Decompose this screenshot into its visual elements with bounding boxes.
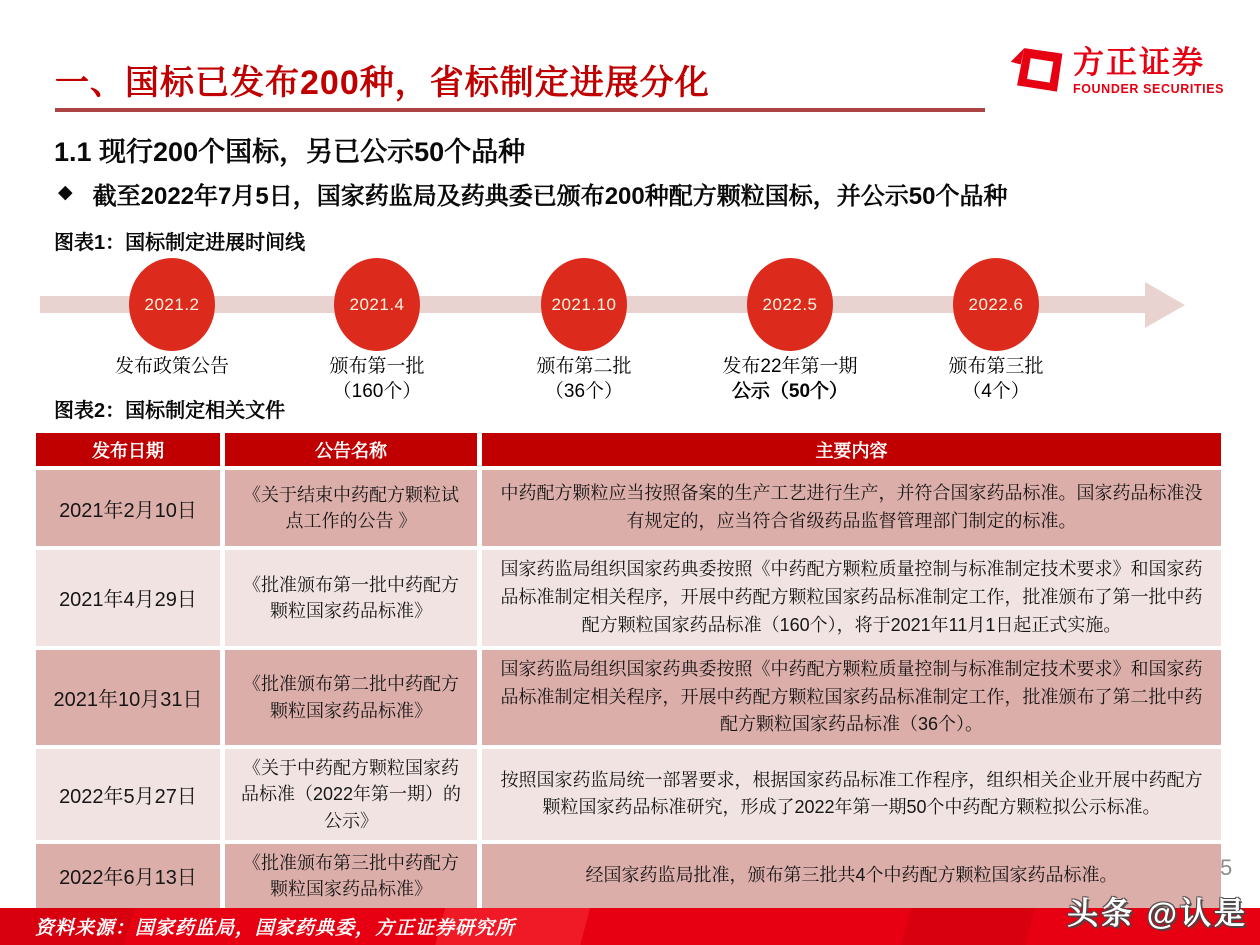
logo-text: [1073, 47, 1224, 96]
row3-date: 2021年10月31日: [36, 650, 220, 746]
row4-content: 按照国家药监局统一部署要求，根据国家药品标准工作程序，组织相关企业开展中药配方颗粒国家药品标准研究，形成了2022年第一期50个中药配方颗粒拟公示标准。: [482, 749, 1221, 839]
timeline-node: [747, 258, 833, 351]
timeline-node: [129, 258, 215, 351]
row1-date: 2021年2月10日: [36, 470, 220, 546]
founder-logo: [1008, 40, 1224, 103]
row3-name: 《批准颁布第二批中药配方颗粒国家药品标准》: [225, 650, 477, 746]
timeline-node-date: 2021.2: [144, 294, 200, 314]
row2-name: 《批准颁布第一批中药配方颗粒国家药品标准》: [225, 550, 477, 646]
bullet-row: [58, 176, 1007, 211]
timeline-node: [334, 258, 420, 351]
timeline-node-date: 2022.5: [762, 294, 818, 314]
timeline-arrow-icon: [1145, 282, 1185, 328]
chart2-label: 图表2：国标制定相关文件: [54, 400, 286, 422]
row1-name: 《关于结束中药配方颗粒试点工作的公告 》: [225, 470, 477, 546]
timeline-label: 颁布第二批 （36个）: [536, 356, 632, 402]
watermark: 头条 @认是: [1067, 896, 1248, 931]
timeline-node: [953, 258, 1039, 351]
timeline-label: 发布22年第一期 公示（50个）: [722, 356, 858, 402]
timeline-node-date: 2021.10: [551, 294, 617, 314]
row5-content: 经国家药监局批准，颁布第三批共4个中药配方颗粒国家药品标准。: [482, 844, 1221, 908]
row5-name: 《批准颁布第三批中药配方颗粒国家药品标准》: [225, 844, 477, 908]
documents-table: [36, 433, 1221, 908]
logo-name-cn: 方正证券: [1073, 45, 1205, 81]
row1-content: 中药配方颗粒应当按照备案的生产工艺进行生产，并符合国家药品标准。国家药品标准没有规定的，应当符合省级药品监督管理部门制定的标准。: [482, 470, 1221, 546]
timeline-node-date: 2022.6: [968, 294, 1024, 314]
bullet-text: 截至2022年7月5日，国家药监局及药典委已颁布200种配方颗粒国标，并公示50个品种: [92, 183, 1008, 210]
timeline-label: 颁布第一批 （160个）: [329, 356, 425, 402]
timeline-node-date: 2021.4: [349, 294, 405, 314]
table-header-name: 公告名称: [225, 433, 477, 466]
row5-date: 2022年6月13日: [36, 844, 220, 908]
row3-content: 国家药监局组织国家药典委按照《中药配方颗粒质量控制与标准制定技术要求》和国家药品标准制定相关程序，开展中药配方颗粒国家药品标准制定工作，批准颁布了第二批中药配方颗粒国家药品标准（36个）。: [482, 650, 1221, 746]
timeline-label: 发布政策公告: [114, 356, 229, 377]
page-title: 一、国标已发布200种，省标制定进展分化: [55, 64, 710, 102]
page-number: 5: [1220, 855, 1233, 880]
table-header-content: 主要内容: [482, 433, 1221, 466]
row2-date: 2021年4月29日: [36, 550, 220, 646]
chart1-label: 图表1：国标制定进展时间线: [54, 232, 306, 254]
section-heading: 1.1 现行200个国标，另已公示50个品种: [54, 137, 526, 167]
row4-name: 《关于中药配方颗粒国家药品标准（2022年第一期）的公示》: [225, 749, 477, 839]
row4-date: 2022年5月27日: [36, 749, 220, 839]
table-header-date: 发布日期: [36, 433, 220, 466]
founder-logo-icon: [1008, 40, 1066, 103]
timeline-node: [541, 258, 627, 351]
timeline-label: 颁布第三批 （4个）: [948, 356, 1044, 402]
diamond-bullet-icon: ◆: [58, 182, 73, 203]
title-underline: [55, 108, 985, 112]
logo-name-en: FOUNDER SECURITIES: [1073, 81, 1225, 96]
source-note: 资料来源：国家药监局，国家药典委，方正证券研究所: [35, 918, 516, 939]
row2-content: 国家药监局组织国家药典委按照《中药配方颗粒质量控制与标准制定技术要求》和国家药品标准制定相关程序，开展中药配方颗粒国家药品标准制定工作，批准颁布了第一批中药配方颗粒国家药品标准（160个），将于2021年11月1日起正式实施。: [482, 550, 1221, 646]
timeline: [0, 255, 1260, 402]
